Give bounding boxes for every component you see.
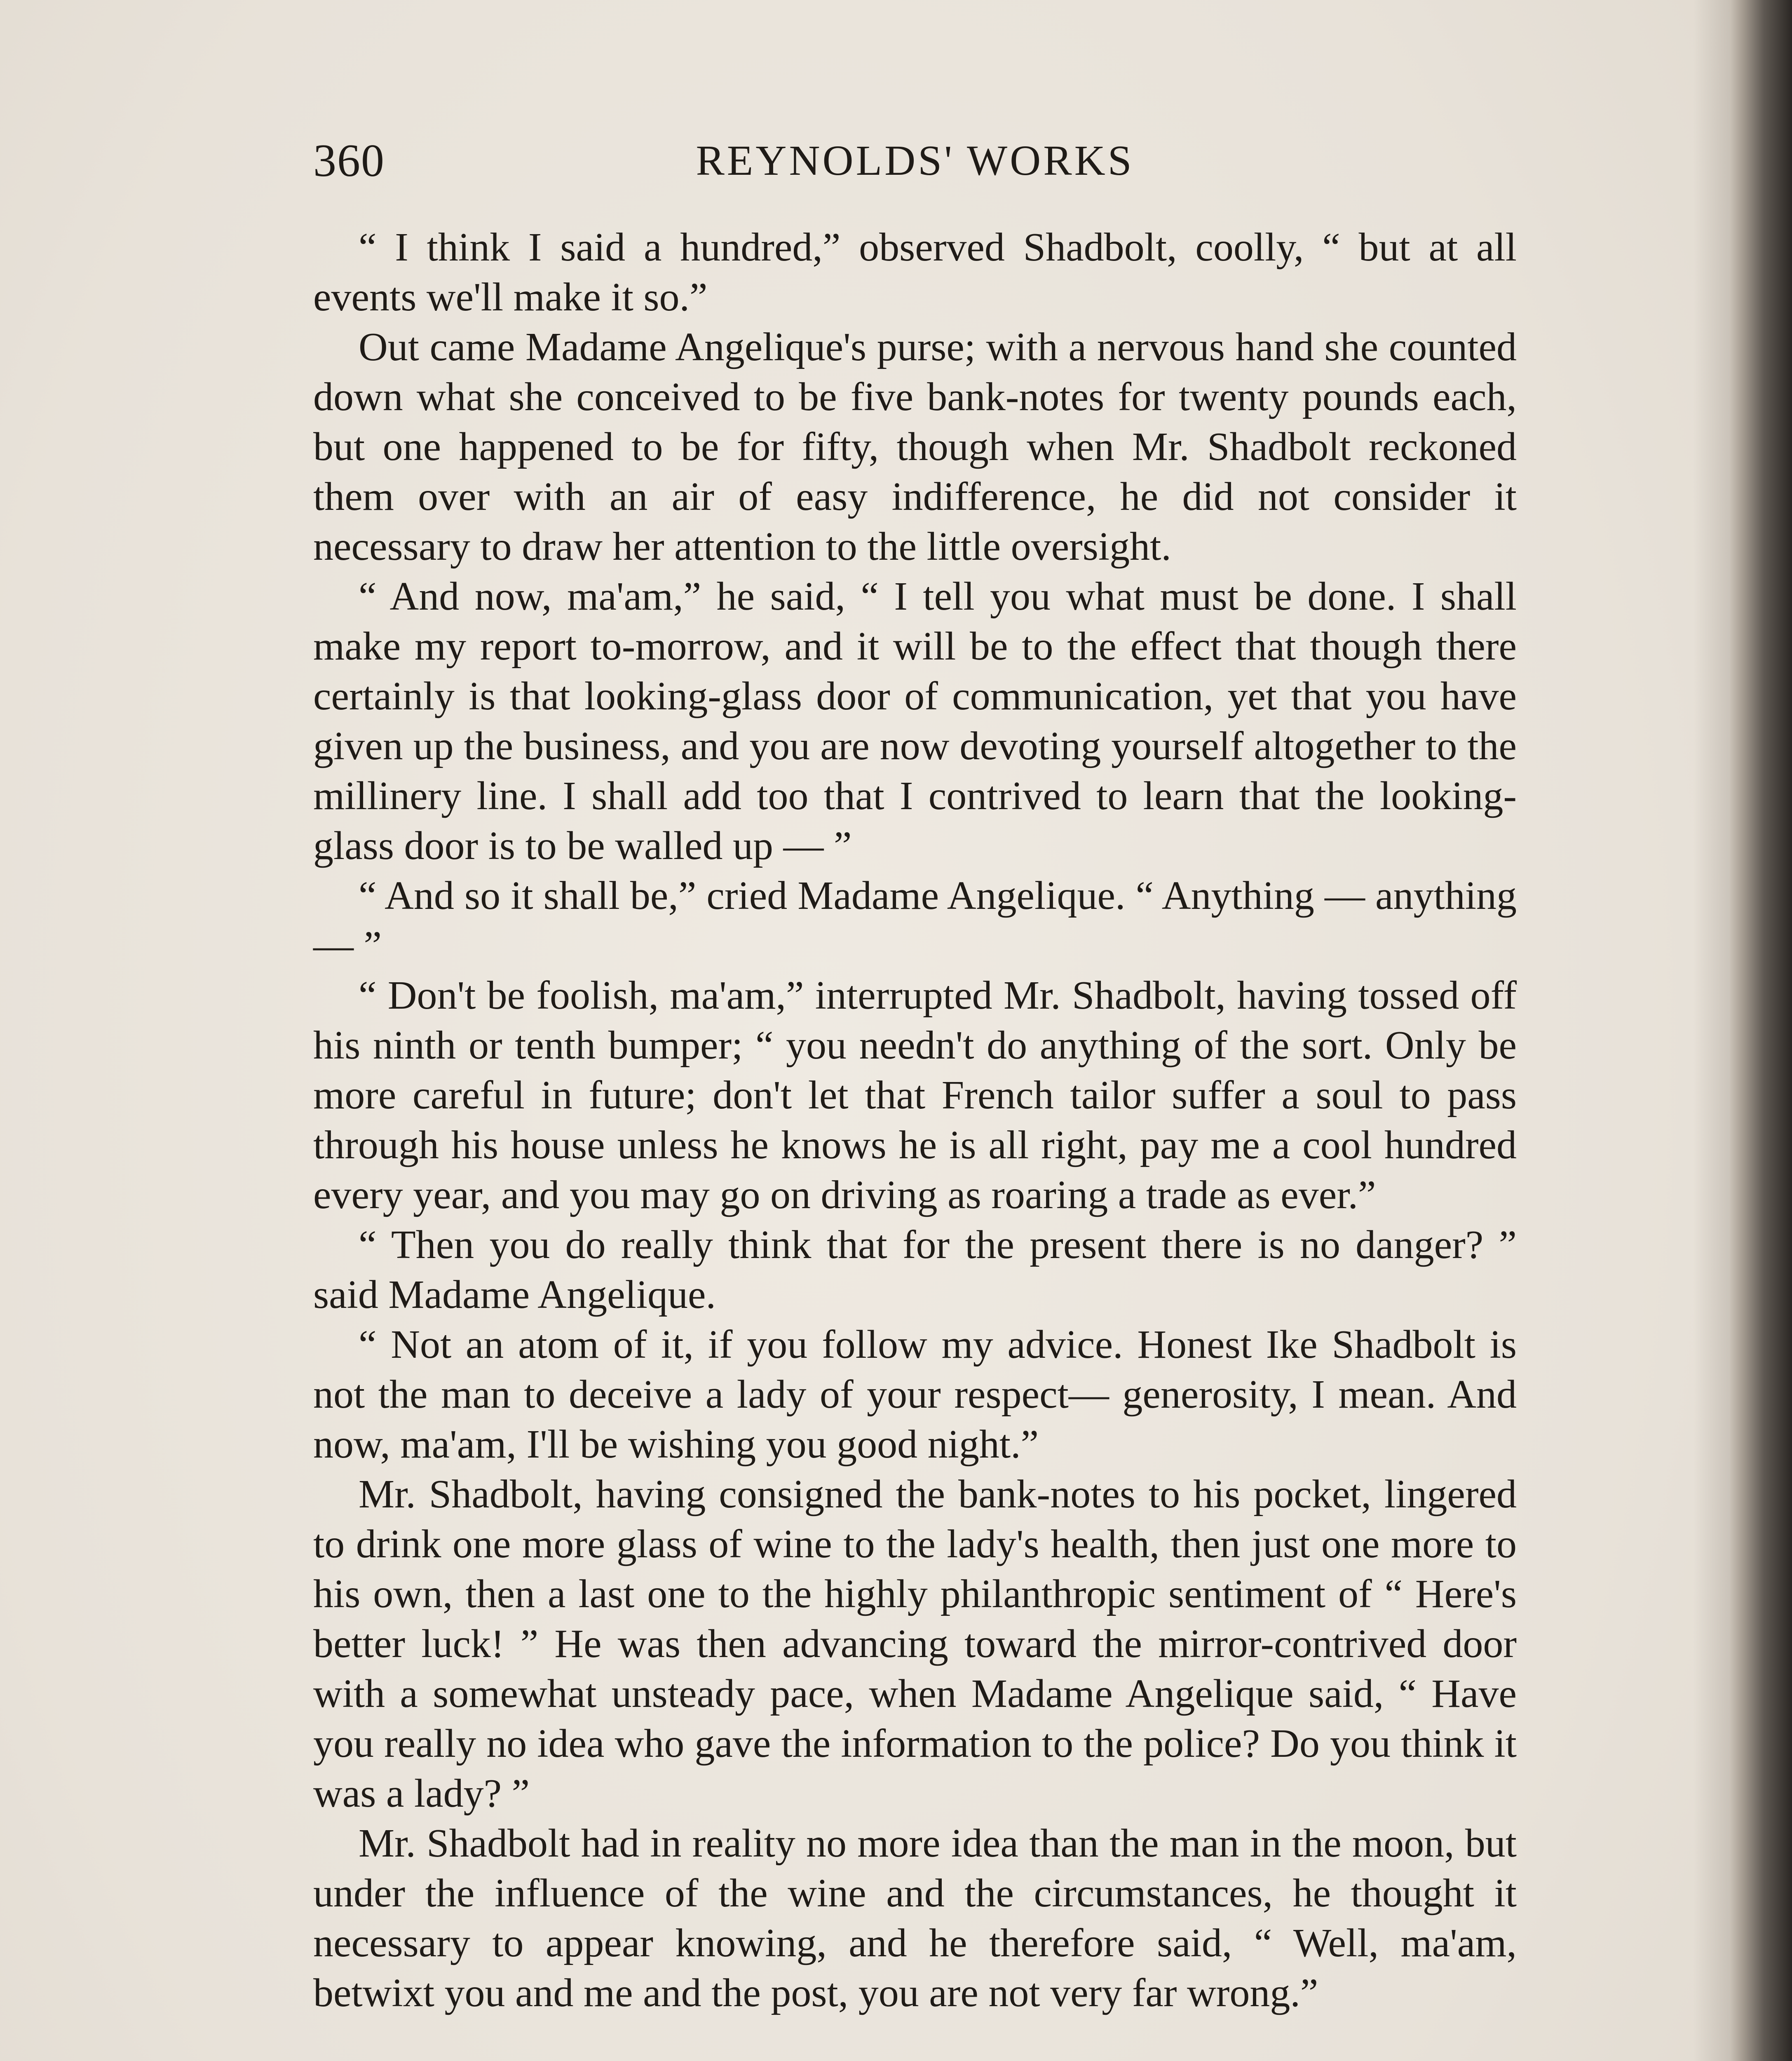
paragraph: “ Then you do really think that for the present there is no danger? ” said Madame Angelique. <box>313 1223 1517 1317</box>
paragraph: “ And now, ma'am,” he said, “ I tell you what must be done. I shall make my report to-morrow, and it will be to the effect that though there certainly is that looking-glass door of communication, yet that you have given up the business, and you are now devoting yourself altogether to the millinery line. I shall add too that I contrived to learn that the looking-glass door is to be walled up — ” <box>313 574 1517 868</box>
paragraph: Out came Madame Angelique's purse; with a nervous hand she counted down what she conceived to be five bank-notes for twenty pounds each, but one happened to be for fifty, though when Mr. Shadbolt reckoned them over with an air of easy indifference, he did not consider it necessary to draw her attention to the little oversight. <box>313 325 1517 569</box>
paragraph: “ Not an atom of it, if you follow my advice. Honest Ike Shadbolt is not the man to deceive a lady of your respect— generosity, I mean. And now, ma'am, I'll be wishing you good night.” <box>313 1322 1517 1467</box>
paragraph: Mr. Shadbolt had in reality no more idea than the man in the moon, but under the influence of the wine and the circumstances, he thought it necessary to appear knowing, and he therefore said, “ Well, ma'am, betwixt you and me and the post, you are not very far wrong.” <box>313 1821 1517 2015</box>
page-gutter-shadow <box>1693 0 1730 2061</box>
paragraph: “ And so it shall be,” cried Madame Angelique. “ Anything — anything — ” <box>313 873 1517 968</box>
paragraph: “ Don't be foolish, ma'am,” interrupted Mr. Shadbolt, having tossed off his ninth or tenth bumper; “ you needn't do anything of the sort. Only be more careful in future; don't let that French tailor suffer a soul to pass through his house unless he knows he is all right, pay me a cool hundred every year, and you may go on driving as roaring a trade as ever.” <box>313 973 1517 1217</box>
paragraph: “ I think I said a hundred,” observed Shadbolt, coolly, “ but at all events we'll make it so.” <box>313 225 1517 319</box>
running-head: REYNOLDS' WORKS <box>696 137 1134 184</box>
book-spine-edge <box>1730 0 1792 2061</box>
paragraph: Mr. Shadbolt, having consigned the bank-notes to his pocket, lingered to drink one more glass of wine to the lady's health, then just one more to his own, then a last one to the highly philanthropic sentiment of “ Here's better luck! ” He was then advancing toward the mirror-contrived door with a somewhat unsteady pace, when Madame Angelique said, “ Have you really no idea who gave the information to the police? Do you think it was a lady? ” <box>313 1472 1517 1816</box>
body-text <box>313 223 1517 2018</box>
page-number: 360 <box>313 135 385 186</box>
page-header <box>313 124 1517 190</box>
